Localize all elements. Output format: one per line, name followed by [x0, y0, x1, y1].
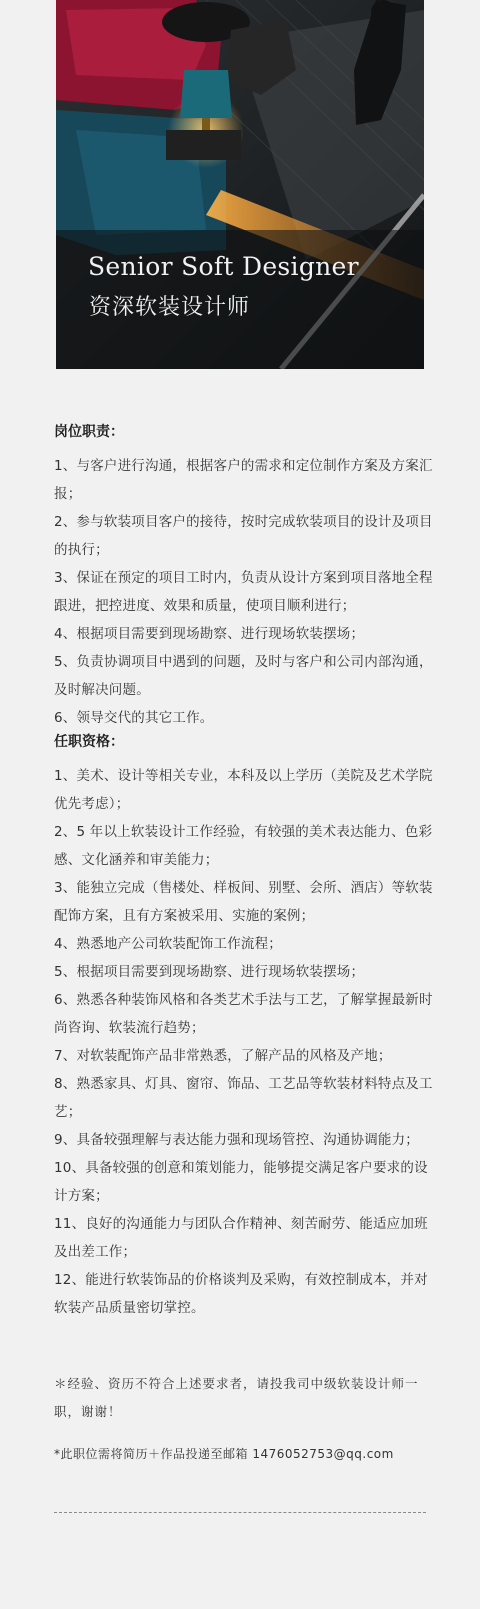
note-experience: ＊经验、资历不符合上述要求者，请投我司中级软装设计师一职，谢谢！ — [54, 1376, 419, 1419]
hero-title-chinese: 资深软装设计师 — [89, 295, 251, 320]
qualification-item: 12、能进行软装饰品的价格谈判及采购，有效控制成本，并对软装产品质量密切掌控。 — [54, 1272, 428, 1316]
qualification-item: 5、根据项目需要到现场勘察、进行现场软装摆场； — [54, 964, 365, 980]
duty-item: 4、根据项目需要到现场勘察、进行现场软装摆场； — [54, 626, 365, 642]
notes-section — [54, 1370, 434, 1468]
qualification-item: 8、熟悉家具、灯具、窗帘、饰品、工艺品等软装材料特点及工艺； — [54, 1076, 433, 1120]
qualifications-heading: 任职资格： — [54, 734, 124, 750]
qualification-item: 9、具备较强理解与表达能力强和现场管控、沟通协调能力； — [54, 1132, 419, 1148]
duties-section — [54, 420, 434, 732]
qualification-item: 3、能独立完成（售楼处、样板间、别墅、会所、酒店）等软装配饰方案，且有方案被采用、实施的案例； — [54, 880, 433, 924]
duty-item: 2、参与软装项目客户的接待，按时完成软装项目的设计及项目的执行； — [54, 514, 433, 558]
dashed-divider — [54, 1512, 426, 1513]
duty-item: 3、保证在预定的项目工时内，负责从设计方案到项目落地全程跟进，把控进度、效果和质量，使项目顺利进行； — [54, 570, 433, 614]
duty-item: 5、负责协调项目中遇到的问题，及时与客户和公司内部沟通，及时解决问题。 — [54, 654, 433, 698]
duties-heading: 岗位职责： — [54, 424, 124, 440]
hero-image — [56, 0, 424, 369]
qualification-item: 2、5 年以上软装设计工作经验，有较强的美术表达能力、色彩感、文化涵养和审美能力； — [54, 824, 433, 868]
qualifications-section — [54, 730, 434, 1322]
qualification-item: 10、具备较强的创意和策划能力，能够提交满足客户要求的设计方案； — [54, 1160, 428, 1204]
hero-title-english: Senior Soft Designer — [88, 252, 359, 281]
note-email: *此职位需将简历＋作品投递至邮箱 1476052753@qq.com — [54, 1447, 394, 1461]
qualification-item: 4、熟悉地产公司软装配饰工作流程； — [54, 936, 282, 952]
qualification-item: 7、对软装配饰产品非常熟悉，了解产品的风格及产地； — [54, 1048, 392, 1064]
qualification-item: 11、良好的沟通能力与团队合作精神、刻苦耐劳、能适应加班及出差工作； — [54, 1216, 428, 1260]
qualification-item: 1、美术、设计等相关专业，本科及以上学历（美院及艺术学院优先考虑）； — [54, 768, 433, 812]
duty-item: 6、领导交代的其它工作。 — [54, 710, 214, 726]
qualification-item: 6、熟悉各种装饰风格和各类艺术手法与工艺，了解掌握最新时尚咨询、软装流行趋势； — [54, 992, 433, 1036]
duty-item: 1、与客户进行沟通，根据客户的需求和定位制作方案及方案汇报； — [54, 458, 433, 502]
